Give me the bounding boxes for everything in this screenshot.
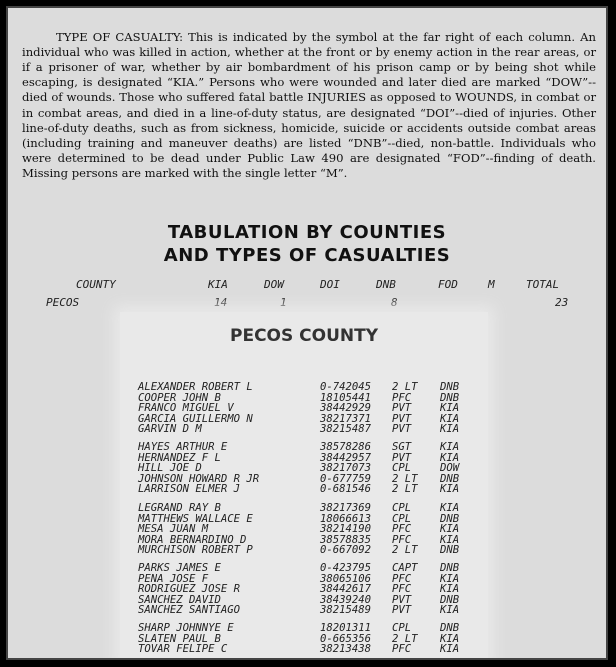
casualty-type: DNB xyxy=(440,622,460,634)
casualty-serial-number: 0-742045 xyxy=(320,381,372,393)
casualty-serial-number: 38217371 xyxy=(320,412,372,425)
casualty-name: SANCHEZ SANTIAGO xyxy=(138,604,241,617)
casualty-grade: PFC xyxy=(392,391,412,404)
header-county: COUNTY xyxy=(76,278,116,291)
casualty-grade: CPL xyxy=(392,622,412,634)
summary-header-row xyxy=(8,278,606,294)
casualty-name: ALEXANDER ROBERT L xyxy=(138,381,253,393)
casualty-name: JOHNSON HOWARD R JR xyxy=(138,472,260,485)
casualty-serial-number: 0-667092 xyxy=(320,544,372,557)
casualty-serial-number: 38578835 xyxy=(320,533,372,546)
casualty-name: MATTHEWS WALLACE E xyxy=(138,512,253,525)
casualty-name: SHARP JOHNNYE E xyxy=(138,622,234,634)
casualty-type: KIA xyxy=(440,533,460,546)
casualty-grade: 2 LT xyxy=(392,632,418,645)
casualty-serial-number: 38442617 xyxy=(320,583,372,596)
casualty-grade: PVT xyxy=(392,423,412,436)
casualty-serial-number: 38214190 xyxy=(320,523,372,536)
casualty-grade: 2 LT xyxy=(392,544,418,557)
casualty-grade: PVT xyxy=(392,402,412,415)
casualty-serial-number: 0-677759 xyxy=(320,472,372,485)
casualty-grade: CPL xyxy=(392,512,412,525)
casualty-type: KIA xyxy=(440,632,460,645)
header-dnb: DNB xyxy=(376,278,396,291)
casualty-grade: 2 LT xyxy=(392,483,418,496)
header-kia: KIA xyxy=(208,278,228,291)
casualty-grade: PVT xyxy=(392,412,412,425)
summary-dow-count: 1 xyxy=(280,296,287,309)
casualty-grade: CAPT xyxy=(392,562,418,574)
casualty-grade: PFC xyxy=(392,523,412,536)
casualty-serial-number: 38578286 xyxy=(320,441,372,453)
casualty-type: KIA xyxy=(440,483,460,496)
casualty-serial-number: 38442957 xyxy=(320,451,372,464)
casualty-serial-number: 18066613 xyxy=(320,512,372,525)
casualty-serial-number: 38215489 xyxy=(320,604,372,617)
tabulation-title-line-2: AND TYPES OF CASUALTIES xyxy=(163,245,451,266)
casualty-grade: SGT xyxy=(392,441,412,453)
county-roster xyxy=(120,312,488,660)
casualty-name: SANCHEZ DAVID xyxy=(138,593,221,606)
casualty-type: KIA xyxy=(440,604,460,617)
casualty-serial-number: 38217369 xyxy=(320,502,372,514)
header-m: M xyxy=(488,278,495,291)
casualty-type: KIA xyxy=(440,583,460,596)
casualty-name: FRANCO MIGUEL V xyxy=(138,402,234,415)
casualty-serial-number: 38217073 xyxy=(320,462,372,475)
casualty-grade: CPL xyxy=(392,462,412,475)
casualty-type: DNB xyxy=(440,593,460,606)
casualty-grade: PVT xyxy=(392,593,412,606)
header-total: TOTAL xyxy=(526,278,560,291)
tabulation-title-line-1: TABULATION BY COUNTIES xyxy=(167,222,447,243)
casualty-grade: PFC xyxy=(392,583,412,596)
casualty-type-explanation: TYPE OF CASUALTY: This is indicated by the symbol at the far right of each column. An individual who was killed in action, whether at the front or by enemy action in the rear areas, or if a prisoner of war, whether by air bombardment of his prison camp or by being shot while escaping, is designated “KIA.” Persons who were wounded and later died are marked “DOW”--died of wounds. Those who suffered fatal battle INJURIES as opposed to WOUNDS, in combat or in combat areas, and died in a line-of-duty status, are designated “DOI”--died of injuries. Other line-of-duty deaths, such as from sickness, homicide, suicide or accidents outside combat areas (including training and maneuver deaths) are listed “DNB”--died, non-battle. Individuals who were determined to be dead under Public Law 490 are designated “FOD”--finding of death. Missing persons are marked with the single letter “M”. xyxy=(22,29,596,181)
casualty-grade: PVT xyxy=(392,451,412,464)
casualty-serial-number: 0-665356 xyxy=(320,632,372,645)
casualty-type: KIA xyxy=(440,643,460,656)
header-fod: FOD xyxy=(438,278,458,291)
casualty-serial-number: 38065106 xyxy=(320,572,372,585)
casualty-name: HILL JOE D xyxy=(138,462,202,475)
casualty-grade: PFC xyxy=(392,643,412,656)
casualty-name: GARCIA GUILLERMO N xyxy=(138,412,253,425)
casualty-type: KIA xyxy=(440,412,460,425)
casualty-type: KIA xyxy=(440,451,460,464)
casualty-type: KIA xyxy=(440,423,460,436)
casualty-type: DOW xyxy=(440,462,460,475)
casualty-name: LARRISON ELMER J xyxy=(138,483,241,496)
casualty-serial-number: 38439240 xyxy=(320,593,372,606)
document-page xyxy=(6,6,608,660)
casualty-type: KIA xyxy=(440,502,460,514)
casualty-grade: CPL xyxy=(392,502,412,514)
casualty-serial-number: 0-423795 xyxy=(320,562,372,574)
casualty-serial-number: 0-681546 xyxy=(320,483,372,496)
casualty-serial-number: 38442929 xyxy=(320,402,372,415)
casualty-type: DNB xyxy=(440,544,460,557)
casualty-serial-number: 38215487 xyxy=(320,423,372,436)
casualty-type: DNB xyxy=(440,381,460,393)
casualty-serial-number: 38213438 xyxy=(320,643,372,656)
casualty-name: PENA JOSE F xyxy=(138,572,209,585)
casualty-type: KIA xyxy=(440,523,460,536)
header-dow: DOW xyxy=(264,278,284,291)
casualty-serial-number: 18105441 xyxy=(320,391,372,404)
casualty-name: GARVIN D M xyxy=(138,423,202,436)
casualty-name: SLATEN PAUL B xyxy=(138,632,221,645)
casualty-grade: PFC xyxy=(392,572,412,585)
summary-total-count: 23 xyxy=(555,296,569,309)
casualty-name: MURCHISON ROBERT P xyxy=(138,544,253,557)
casualty-type: DNB xyxy=(440,391,460,404)
casualty-serial-number: 18201311 xyxy=(320,622,372,634)
casualty-type: KIA xyxy=(440,441,460,453)
casualty-grade: 2 LT xyxy=(392,381,418,393)
casualty-type: DNB xyxy=(440,562,460,574)
casualty-type: KIA xyxy=(440,402,460,415)
casualty-type: DNB xyxy=(440,472,460,485)
summary-dnb-count: 8 xyxy=(391,296,398,309)
casualty-name: HAYES ARTHUR E xyxy=(138,441,228,453)
casualty-name: MESA JUAN M xyxy=(138,523,209,536)
casualty-grade: 2 LT xyxy=(392,472,418,485)
casualty-name: LEGRAND RAY B xyxy=(138,502,221,514)
casualty-grade: PFC xyxy=(392,533,412,546)
header-doi: DOI xyxy=(320,278,340,291)
casualty-name: PARKS JAMES E xyxy=(138,562,221,574)
casualty-name: TOVAR FELIPE C xyxy=(138,643,228,656)
casualty-name: RODRIGUEZ JOSE R xyxy=(138,583,241,596)
summary-county-name: PECOS xyxy=(46,296,80,309)
casualty-type: DNB xyxy=(440,512,460,525)
roster-title: PECOS COUNTY xyxy=(230,326,379,346)
casualty-grade: PVT xyxy=(392,604,412,617)
summary-kia-count: 14 xyxy=(214,296,228,309)
casualty-name: MORA BERNARDINO D xyxy=(138,533,247,546)
casualty-name: HERNANDEZ F L xyxy=(138,451,221,464)
summary-data-row xyxy=(8,296,606,312)
casualty-name: COOPER JOHN B xyxy=(138,391,221,404)
casualty-type: KIA xyxy=(440,572,460,585)
